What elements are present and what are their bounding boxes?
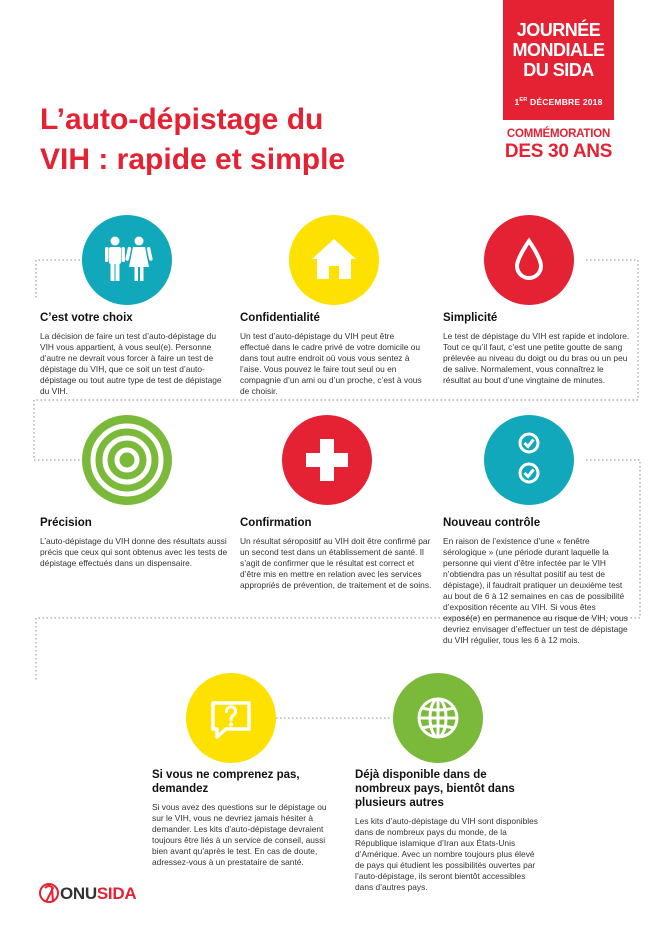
commemoration-years: DES 30 ANS [504,141,613,162]
card-choice [40,311,230,397]
blood-drop-icon [484,215,574,305]
banner-date: 1ER DÉCEMBRE 2018 [514,97,603,107]
card-title: Si vous ne comprenez pas, demandez [152,769,300,795]
cross-icon [282,415,372,505]
card-text: Un résultat séropositif au VIH doit être confirmé par un second test dans un établissement de santé. Il s’agit de confirmer que le résultat est correct et d’être mis en mettre en relation avec les services appropriés de prévention, de traitement et de soins. [240,536,432,590]
banner-line-3: DU SIDA [523,60,594,80]
card-simplicity [443,311,631,386]
commemoration-text: COMMÉMORATION [506,128,611,140]
page-title-line-1: L’auto-dépistage du [40,103,324,136]
house-icon [289,215,379,305]
card-title: Nouveau contrôle [443,517,541,529]
target-icon [82,415,172,505]
card-title: Précision [40,517,92,529]
card-title: C’est votre choix [40,312,133,324]
card-precision [40,516,232,569]
card-confirmation [240,516,432,591]
logo-wordmark: ONUSIDA [60,884,137,903]
card-title: Confirmation [240,517,312,529]
card-title: Simplicité [443,312,498,324]
question-bubble-icon [186,673,276,763]
people-icon [82,215,172,305]
card-confidentiality [240,311,426,397]
globe-icon [393,673,483,763]
card-text: Les kits d’auto-dépistage du VIH sont disponibles dans de nombreux pays du monde, de la République islamique d’Iran aux États-Unis d’Amérique. Avec un nombre toujours plus élevé de pays qui étudient les possibilités ouvertes par l’auto-dépistage, ils seront bientôt accessibles dans d’autres pays. [355,816,538,892]
card-ask [152,768,332,868]
card-text: Le test de dépistage du VIH est rapide et indolore. Tout ce qu’il faut, c’est une petite goutte de sang prélevée au niveau du doigt ou du bras ou un peu de salive. Normalement, vous connaîtrez le résultat au bout d’une vingtaine de minutes. [443,331,630,385]
card-text: Si vous avez des questions sur le dépistage ou sur le VIH, vous ne devriez jamais hésiter à demander. Les kits d’auto-dépistage devraient toujours être liés à un service de conseil, aussi bien avant qu’après le test. En cas de doute, adressez-vous à un prestataire de santé. [152,802,327,867]
card-text: Un test d’auto-dépistage du VIH peut être effectué dans le cadre privé de votre domicile ou dans tout autre endroit où vous vous sentez à l’aise. Vous pouvez le faire tout seul ou en compagnie d’un ami ou d’un proche, c’est à vous de choisir. [240,331,422,396]
banner-line-1: JOURNÉE [516,20,601,40]
card-text: En raison de l’existence d’une « fenêtre sérologique » (une période durant laquelle la personne qui vient d’être infectée par le VIH n’obtiendra pas un résultat positif au test de dépistage), il faudrait pratiquer un deuxième test au bout de 6 à 12 semaines en cas de possibilité d’exposition récente au VIH. Si vous êtes exposé(e) en permanence au risque de VIH, vous devriez envisager d’effectuer un test de dépistage du VIH régulier, tous les 6 à 12 mois. [443,536,628,645]
card-text: L’auto-dépistage du VIH donne des résultats aussi précis que ceux qui sont obtenus avec les tests de dépistage effectués dans un dispensaire. [40,536,228,568]
ribbon-emblem-icon [38,882,60,906]
banner-line-2: MONDIALE [512,40,605,60]
checkmarks-icon [484,415,574,505]
card-availability [355,768,545,893]
card-title: Confidentialité [240,312,320,324]
page-title-line-2: VIH : rapide et simple [40,143,346,176]
card-recheck [443,516,633,646]
card-title: Déjà disponible dans de nombreux pays, bientôt dans plusieurs autres [355,769,515,809]
card-text: La décision de faire un test d’auto-dépistage du VIH vous appartient, à vous seul(e). Personne d’autre ne devrait vous forcer à faire un test de dépistage du VIH, que ce soit un test d’auto-dépistage ou tout autre type de test de dépistage du VIH. [40,331,222,396]
